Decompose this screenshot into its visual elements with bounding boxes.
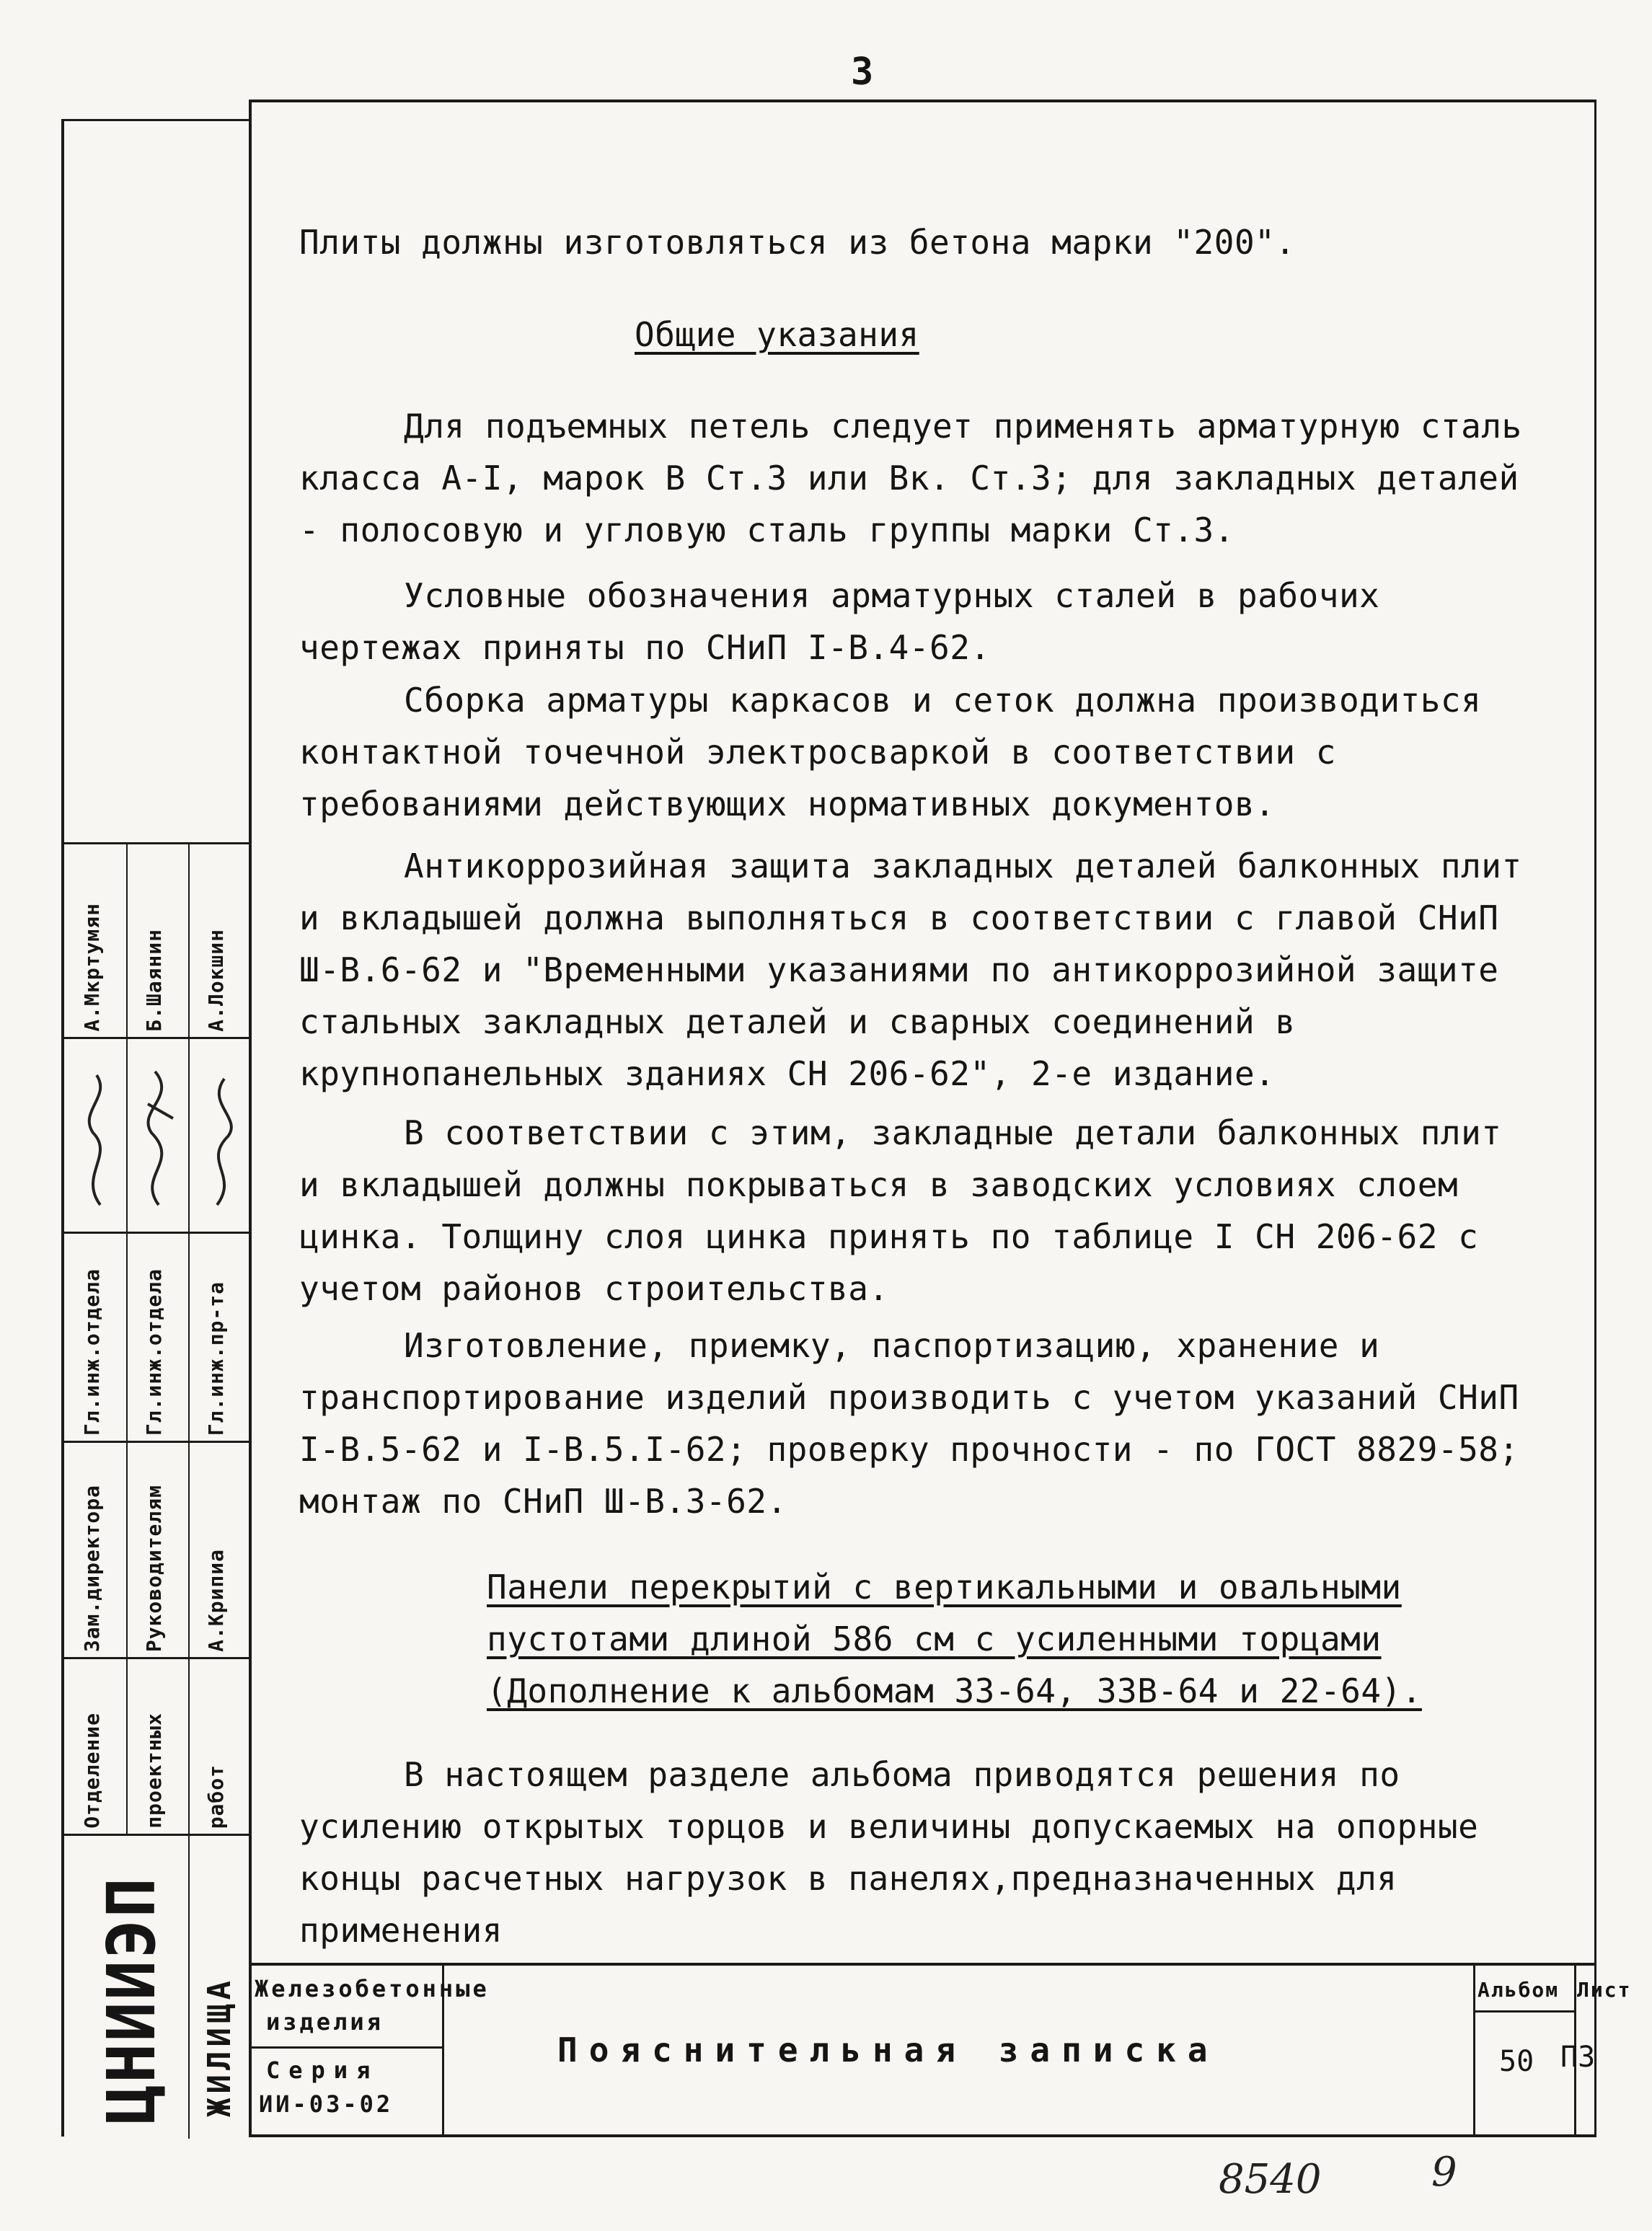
paragraph-text: Для подъемных петель следует применять арматурную сталь класса А-I, марок В Ст.3 или Вк. Ст.3; для закладных деталей - полосовую и угловую сталь группы марки Ст.3.	[299, 407, 1522, 549]
heading-general: Общие указания	[635, 315, 919, 354]
paragraph-text: В соответствии с этим, закладные детали балконных плит и вкладышей должны покрываться в заводских условиях слоем цинка. Толщину слоя цинка принять по таблице I СН 206-62 с учетом районов строительства.	[299, 1113, 1502, 1308]
position-3: Гл.инж.пр-та	[204, 1281, 228, 1436]
director-name: А.Крипиа	[204, 1549, 228, 1652]
section-heading-general	[635, 309, 1067, 361]
paragraph-zinc	[299, 1107, 1540, 1315]
organization-logo: ЦНИИЭП	[93, 1876, 170, 2124]
name-1: А.Мкртумян	[80, 903, 104, 1032]
department-line-2: проектных	[142, 1713, 166, 1829]
paragraph-symbols	[299, 570, 1540, 673]
category-cell	[249, 1966, 490, 2137]
handwritten-page: 9	[1431, 2149, 1457, 2196]
paragraph-lifting-loops	[299, 400, 1540, 556]
page-number: 3	[851, 50, 874, 94]
approval-strip	[61, 119, 252, 2137]
department-line-1: Отделение	[80, 1713, 104, 1829]
name-2: Б.Шаянин	[142, 929, 166, 1032]
paragraph-text: Антикоррозийная защита закладных деталей балконных плит и вкладышей должна выполняться в соответствии с главой СНиП Ш-В.6-62 и "Временными указаниями по антикоррозийной защите стальных закладных деталей и сварных соединений в крупнопанельных зданиях СН 206-62", 2-е издание.	[299, 847, 1522, 1093]
position-1: Гл.инж.отдела	[80, 1268, 104, 1436]
signatures-block	[64, 1037, 252, 1234]
paragraph-section-intro	[299, 1749, 1540, 1956]
document-title-cell	[442, 1966, 1475, 2137]
signature-2-icon	[133, 1061, 184, 1212]
name-3: А.Локшин	[204, 929, 228, 1032]
paragraph-welding	[299, 674, 1540, 830]
paragraph-concrete: Плиты должны изготовляться из бетона марки "200".	[299, 223, 1296, 262]
paragraph-text: Изготовление, приемку, паспортизацию, хранение и транспортирование изделий производить с учетом указаний СНиП I-В.5-62 и I-В.5.I-62; проверку прочности - по ГОСТ 8829-58; монтаж по СНиП Ш-В.3-62.	[299, 1326, 1519, 1521]
paragraph-text: Сборка арматуры каркасов и сеток должна производиться контактной точечной электросваркой в соответствии с требованиями действующих нормативных документов.	[299, 681, 1482, 823]
names-block	[64, 842, 252, 1039]
series-value: ИИ-03-02	[259, 2090, 394, 2118]
organization-block	[64, 1834, 252, 2139]
title-block	[249, 1963, 1632, 2137]
paragraph-text: В настоящем разделе альбома приводятся решения по усилению открытых торцов и величины допускаемых на опорные концы расчетных нагрузок в панелях,предназначенных для применения	[299, 1755, 1479, 1950]
album-value: 50	[1499, 2045, 1534, 2078]
department-line-3: работ	[204, 1764, 228, 1829]
material-note	[299, 216, 1540, 268]
category-line-1: Железобетонные	[255, 1975, 490, 2002]
section-heading-panels	[487, 1561, 1439, 1717]
document-title: Пояснительная записка	[557, 2031, 1219, 2069]
paragraph-manufacture	[299, 1320, 1540, 1527]
category-line-2: изделия	[266, 2008, 384, 2036]
series-label: Серия	[266, 2057, 379, 2084]
handwritten-number: 8540	[1219, 2156, 1322, 2203]
position-2: Гл.инж.отдела	[142, 1268, 166, 1436]
paragraph-anticorrosion	[299, 840, 1540, 1100]
album-label: Альбом	[1477, 1978, 1560, 2002]
paragraph-text: Условные обозначения арматурных сталей в рабочих чертежах приняты по СНиП I-В.4-62.	[299, 576, 1380, 667]
signature-3-icon	[195, 1068, 246, 1212]
sheet-label: Лист	[1577, 1978, 1632, 2002]
director-title: Зам.директора	[80, 1484, 104, 1652]
positions-block	[64, 1232, 252, 1443]
director-block	[64, 1441, 252, 1659]
director-subtitle: Руководителям	[142, 1484, 166, 1652]
sheet-value: П3	[1560, 2041, 1596, 2074]
frame-bottom-line	[249, 2134, 1594, 2137]
organization-subtitle: ЖИЛИЩА	[201, 1976, 238, 2117]
department-block	[64, 1657, 252, 1836]
heading-panels: Панели перекрытий с вертикальными и овальными пустотами длиной 586 см с усиленными торцами (Дополнение к альбомам 33-64, 33В-64 и 22-64).	[487, 1568, 1422, 1710]
signature-1-icon	[71, 1068, 122, 1212]
